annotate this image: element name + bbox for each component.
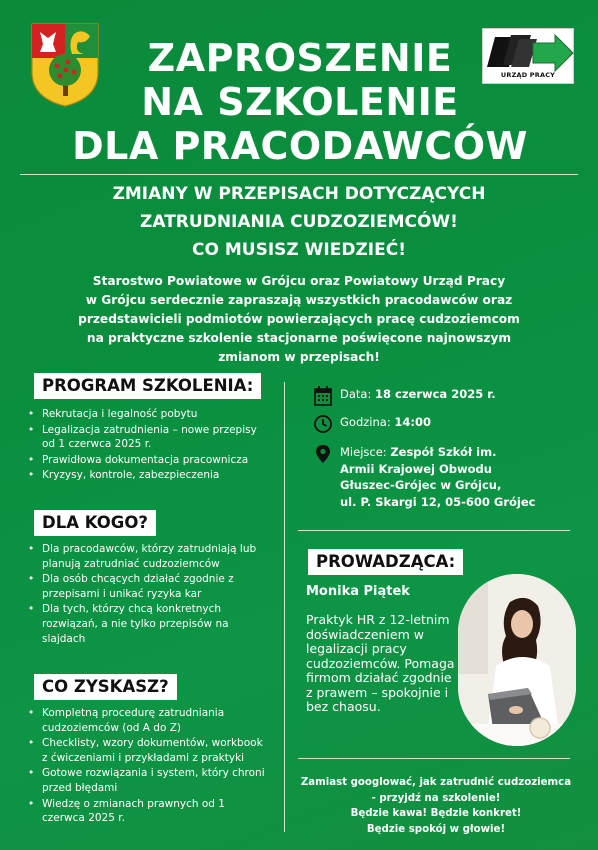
divider xyxy=(298,530,570,531)
trainer-name: Monika Piątek xyxy=(306,584,410,599)
event-date xyxy=(314,386,496,403)
date-value: 18 czerwca 2025 r. xyxy=(375,387,496,401)
program-list xyxy=(28,407,268,484)
footer-line: Będzie kawa! Będzie konkret! xyxy=(350,808,522,819)
list-item: • Dla pracodawców, którzy zatrudniają lub planują zatrudniać cudzoziemców xyxy=(28,542,268,571)
place-value: ul. P. Skargi 12, 05-600 Grójec xyxy=(340,494,536,509)
calendar-icon xyxy=(314,386,332,406)
subtitle-line: ZMIANY W PRZEPISACH DOTYCZĄCYCH xyxy=(112,184,486,204)
page-title xyxy=(40,36,560,168)
footer-line: - przyjdź na szkolenie! xyxy=(371,792,501,804)
time-value: 14:00 xyxy=(394,415,431,429)
co-zyskasz-list xyxy=(28,706,268,827)
subtitle-line: CO MUSISZ WIEDZIEĆ! xyxy=(192,240,406,260)
list-item: • Legalizacja zatrudnienia – nowe przepisy od 1 czerwca 2025 r. xyxy=(28,423,268,452)
title-line: DLA PRACODAWCÓW xyxy=(72,124,528,168)
location-pin-icon xyxy=(314,444,332,464)
intro-paragraph xyxy=(20,272,578,367)
event-time xyxy=(314,414,431,431)
intro-line: zmianom w przepisach! xyxy=(218,350,380,364)
list-item: • Gotowe rozwiązania i system, który chroni przed błędami xyxy=(28,766,268,795)
trainer-label: PROWADZĄCA: xyxy=(308,549,463,575)
list-item: • Dla tych, którzy chcą konkretnych rozwiązań, a nie tylko przepisów na slajdach xyxy=(28,602,268,646)
event-place xyxy=(314,444,535,510)
list-item: • Prawidłowa dokumentacja pracownicza xyxy=(28,453,268,468)
trainer-bio: Praktyk HR z 12-letnim doświadczeniem w legalizacji pracy cudzoziemców. Pomaga firmom działać zgodnie z prawem – spokojnie i bez chaosu. xyxy=(306,612,455,714)
place-value: Zespół Szkół im. xyxy=(390,445,497,459)
intro-line: Starostwo Powiatowe w Grójcu oraz Powiatowy Urząd Pracy xyxy=(92,274,506,288)
divider xyxy=(20,174,578,175)
footer-callout xyxy=(288,775,584,837)
intro-line: na praktyczne szkolenie stacjonarne poświęcone najnowszym xyxy=(86,331,512,345)
place-value: Głuszec-Grójec w Grójcu, xyxy=(340,478,502,492)
list-item: • Wiedzę o zmianach prawnych od 1 czerwca 2025 r. xyxy=(28,797,268,826)
list-item: • Rekrutacja i legalność pobytu xyxy=(28,407,268,422)
list-item: • Kryzysy, kontrole, zabezpieczenia xyxy=(28,468,268,483)
trainer-photo xyxy=(458,574,576,746)
list-item: • Dla osób chcących działać zgodnie z przepisami i unikać ryzyka kar xyxy=(28,572,268,601)
place-label: Miejsce: xyxy=(340,445,391,459)
subtitle-line: ZATRUDNIANIA CUDZOZIEMCÓW! xyxy=(140,212,458,232)
urzad-pracy-label: URZĄD PRACY xyxy=(500,71,556,79)
date-label: Data: xyxy=(340,387,375,401)
time-label: Godzina: xyxy=(340,415,395,429)
list-item: • Kompletną procedurę zatrudniania cudzoziemców (od A do Z) xyxy=(28,706,268,735)
title-line: ZAPROSZENIE xyxy=(147,36,453,80)
place-value: Armii Krajowej Obwodu xyxy=(340,461,492,476)
intro-line: w Grójcu serdecznie zapraszają wszystkich pracodawców oraz xyxy=(85,293,513,307)
clock-icon xyxy=(314,414,332,434)
footer-line: Zamiast googlować, jak zatrudnić cudzoziemca xyxy=(300,777,572,788)
footer-line: Będzie spokój w głowie! xyxy=(366,823,506,835)
title-line: NA SZKOLENIE xyxy=(141,80,459,124)
subtitle xyxy=(20,180,578,264)
list-item: • Checklisty, wzory dokumentów, workbook z ćwiczeniami i przykładami z praktyki xyxy=(28,736,268,765)
column-divider xyxy=(284,382,285,832)
dla-kogo-list xyxy=(28,542,268,647)
co-zyskasz-label: CO ZYSKASZ? xyxy=(34,674,177,700)
divider xyxy=(298,758,570,759)
dla-kogo-label: DLA KOGO? xyxy=(34,510,156,536)
program-label: PROGRAM SZKOLENIA: xyxy=(34,373,261,399)
intro-line: przedstawicieli podmiotów powierzających pracę cudzoziemcom xyxy=(78,312,520,326)
